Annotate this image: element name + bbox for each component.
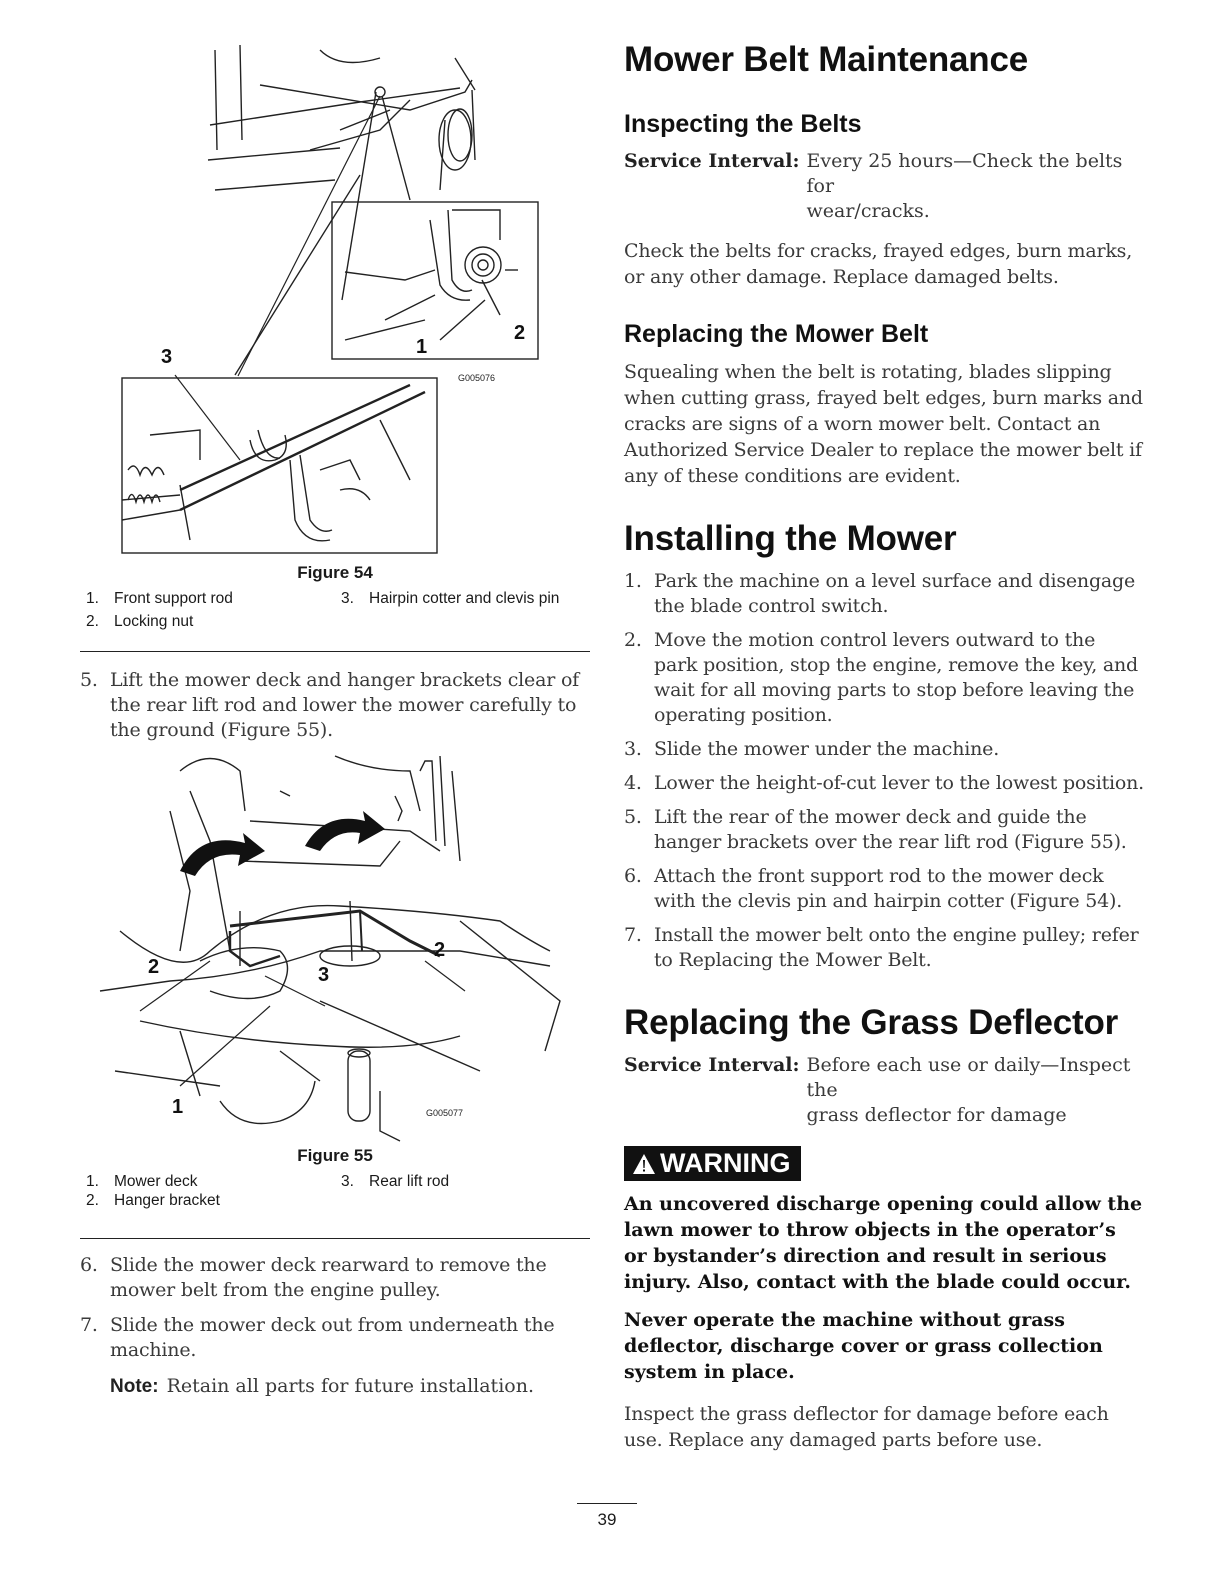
note (80, 1375, 590, 1398)
service-interval-text: wear/cracks. (806, 200, 930, 222)
legend-item: 1. Front support rod (86, 590, 233, 607)
list-item: 6. Attach the front support rod to the mower deck with the clevis pin and hairpin cotter (Figure 54). (624, 865, 1123, 912)
legend-item: 2. Hanger bracket (86, 1192, 220, 1209)
warning-badge (624, 1146, 801, 1181)
legend-item: 3. Hairpin cotter and clevis pin (341, 590, 560, 607)
list-item: 7. Slide the mower deck out from underneath the machine. (80, 1314, 555, 1361)
paragraph: Inspect the grass deflector for damage before each use. Replace any damaged parts before use. (624, 1403, 1109, 1451)
figure-54-callout-2: 2 (514, 322, 526, 344)
section-title-grass-deflector: Replacing the Grass Deflector (624, 1003, 1119, 1042)
figure-55-callout-2-left: 2 (148, 956, 160, 978)
note-label: Note: (110, 1376, 159, 1397)
figure-55-callout-2-right: 2 (434, 939, 446, 961)
figure-54-caption: Figure 54 (297, 563, 373, 582)
list-item: 1. Park the machine on a level surface and disengage the blade control switch. (624, 570, 1136, 617)
right-column (624, 40, 1144, 1453)
section-title-installing: Installing the Mower (624, 519, 957, 558)
warning-label: WARNING (660, 1148, 791, 1178)
left-column (80, 40, 590, 1398)
list-item: 5. Lift the mower deck and hanger brackets clear of the rear lift rod and lower the mower carefully to the ground (Figure 55). (80, 669, 580, 741)
installing-steps (624, 569, 1144, 973)
page-number: 39 (597, 1510, 617, 1529)
page-footer (577, 1503, 637, 1530)
divider (80, 1238, 590, 1239)
warning-text: Never operate the machine without grass deflector, discharge cover or grass collection system in place. (624, 1309, 1103, 1383)
paragraph: Squealing when the belt is rotating, blades slipping when cutting grass, frayed belt edges, burn marks and cracks are signs of a worn mower belt. Contact an Authorized Service Dealer to replace the mower belt if any of these conditions are evident. (624, 361, 1143, 487)
divider (80, 651, 590, 652)
service-interval-label: Service Interval: (624, 150, 800, 172)
section-title-mower-belt: Mower Belt Maintenance (624, 40, 1029, 79)
list-item: 7. Install the mower belt onto the engine pulley; refer to Replacing the Mower Belt. (624, 924, 1139, 971)
legend-item: 3. Rear lift rod (341, 1173, 450, 1190)
subsection-title-replacing-belt: Replacing the Mower Belt (624, 320, 929, 348)
figure-55-callout-3: 3 (318, 964, 330, 986)
warning-box (624, 1146, 1144, 1385)
steps-after-figure-55 (80, 1253, 590, 1363)
footer-rule (577, 1503, 637, 1504)
figure-54-illustration (80, 40, 590, 555)
service-interval-text: grass deflector for damage (806, 1104, 1067, 1126)
figure-54-callout-3: 3 (161, 346, 173, 368)
list-item: 3. Slide the mower under the machine. (624, 738, 1000, 760)
service-interval-label: Service Interval: (624, 1054, 800, 1076)
figure-55-id: G005077 (426, 1108, 464, 1118)
list-item: 2. Move the motion control levers outward to the park position, stop the engine, remove the key, and wait for all moving parts to stop before leaving the operating position. (624, 629, 1139, 726)
legend-item: 2. Locking nut (86, 613, 194, 630)
figure-54-callout-1: 1 (416, 336, 428, 358)
legend-item: 1. Mower deck (86, 1173, 198, 1190)
service-interval-text: Before each use or daily—Inspect the (806, 1054, 1131, 1101)
note-text: Retain all parts for future installation. (166, 1375, 534, 1397)
service-interval-text: Every 25 hours—Check the belts for (806, 150, 1123, 197)
service-interval (624, 149, 1144, 224)
figure-54-drawing (80, 40, 590, 555)
figure-55-caption: Figure 55 (297, 1146, 373, 1165)
figure-55-callout-1: 1 (172, 1096, 184, 1118)
warning-triangle-icon (632, 1153, 656, 1175)
list-item: 4. Lower the height-of-cut lever to the lowest position. (624, 772, 1145, 794)
list-item: 6. Slide the mower deck rearward to remove the mower belt from the engine pulley. (80, 1254, 547, 1301)
figure-55-legend (80, 1172, 590, 1210)
steps-before-figure-55 (80, 668, 590, 743)
service-interval (624, 1053, 1144, 1128)
subsection-title-inspecting: Inspecting the Belts (624, 110, 862, 138)
figure-55-illustration (80, 751, 590, 1146)
figure-54-id: G005076 (458, 373, 496, 383)
figure-54-legend (80, 589, 590, 631)
list-item: 5. Lift the rear of the mower deck and guide the hanger brackets over the rear lift rod (Figure 55). (624, 806, 1127, 853)
warning-text: An uncovered discharge opening could allow the lawn mower to throw objects in the operator’s or bystander’s direction and result in serious injury. Also, contact with the blade could occur. (624, 1193, 1143, 1293)
figure-55-drawing (80, 751, 590, 1146)
paragraph: Check the belts for cracks, frayed edges, burn marks, or any other damage. Replace damaged belts. (624, 240, 1133, 288)
